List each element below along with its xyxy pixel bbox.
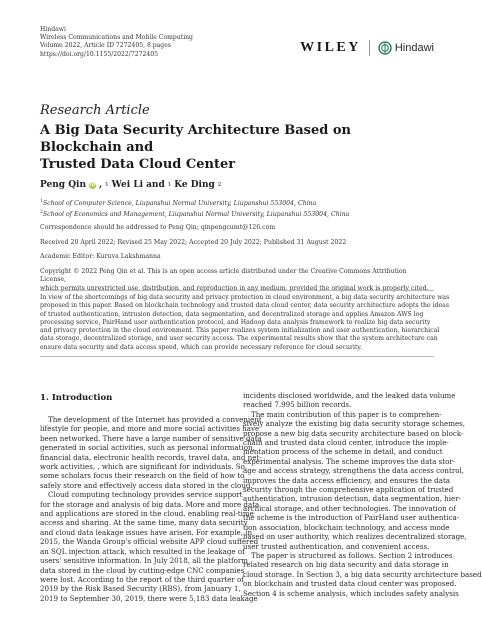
text-line: based on user authority, which realizes decentralized storage, [243, 532, 467, 542]
affiliation-text: School of Computer Science, Liupanshui Normal University, Liupanshui 553004, China [42, 200, 317, 208]
affiliation-item [40, 209, 349, 220]
abstract-line: of trusted authentication, intrusion detection, data segmentation, and decentralized storage and applies Amazon AWS log [40, 310, 424, 318]
hindawi-wordmark: Hindawi [394, 42, 434, 54]
copyright-line: which permits unrestricted use, distribution, and reproduction in any medium, provided the original work is properly cited. [40, 284, 429, 292]
abstract-bottom-rule [40, 356, 434, 357]
text-line: 2019 by the Risk Based Security (RBS), from January 1, [40, 584, 241, 594]
abstract-line: processing service, PairHand user authentication protocol, and Hadoop data analysis framework to realize big data security [40, 318, 431, 326]
text-line: 2019 to September 30, 2019, there were 5,183 data leakage [40, 593, 258, 603]
text-line: authentication, intrusion detection, data segmentation, hier- [243, 494, 462, 504]
abstract-line: In view of the shortcomings of big data security and privacy protection in cloud environment, a big data security architecture was [40, 294, 450, 301]
text-line: reached 7.995 billion records. [243, 400, 352, 410]
journal-doi-link[interactable]: https://doi.org/10.1155/2022/7272405 [40, 50, 158, 58]
text-line: and cloud data leakage issues have arisen. For example, in [40, 527, 253, 537]
author-list [40, 180, 221, 190]
text-line: some scholars focus their research on the field of how to [40, 471, 245, 481]
text-line: tion association, blockchain technology, and access mode [243, 522, 450, 532]
paragraph [243, 550, 482, 598]
text-line: improves the data access efficiency, and ensures the data [243, 475, 451, 485]
text-line: Section 4 is scheme analysis, which includes safety analysis [243, 588, 459, 598]
text-line: age and access strategy, strengthens the data access control, [243, 466, 465, 476]
text-line: access and sharing. At the same time, many data security [40, 518, 248, 528]
affiliation-mark: 1 [40, 199, 43, 204]
text-line: The main contribution of this paper is to comprehen- [251, 409, 442, 419]
text-line: generated in social activities, such as personal information, [40, 443, 255, 453]
text-line: an SQL injection attack, which resulted in the leakage of [40, 546, 245, 556]
text-line: on blockchain and trusted data cloud center was proposed. [243, 579, 457, 589]
abstract-top-rule [40, 290, 434, 291]
text-line: security through the comprehensive application of trusted [243, 485, 454, 495]
title-line: A Big Data Security Architecture Based on Blockchain and [40, 123, 351, 155]
affiliation-item [40, 198, 349, 209]
text-line: archical storage, and other technologies. The innovation of [243, 503, 456, 513]
author-affil-mark: 1 [105, 182, 109, 188]
abstract-line: ensure data security and data access speed, which can provide necessary reference for cloud security. [40, 343, 363, 351]
abstract [40, 294, 450, 352]
author-sep: , [99, 180, 103, 190]
author-sep: and [146, 180, 165, 190]
journal-volume: Volume 2022, Article ID 7272405, 8 pages [40, 42, 171, 50]
author-name[interactable]: Wei Li [111, 180, 144, 190]
text-line: Cloud computing technology provides service support [48, 490, 243, 500]
text-line: and applications are stored in the cloud, enabling real-time [40, 509, 254, 519]
body-column-right [243, 391, 482, 598]
text-line: lifestyle for people, and more and more social activities have [40, 424, 260, 434]
text-line: been networked. There have a large number of sensitive data [40, 433, 262, 443]
affiliations [40, 198, 349, 220]
paragraph [243, 391, 456, 410]
text-line: incidents disclosed worldwide, and the leaked data volume [243, 391, 456, 400]
text-line: safely store and effectively access data stored in the cloud. [40, 480, 253, 490]
journal-name: Wireless Communications and Mobile Computing [40, 34, 193, 42]
body-column-left [40, 415, 262, 603]
abstract-line: proposed in this paper. Based on blockchain technology and trusted data cloud center, data security architecture adopts the ideas [40, 302, 450, 310]
text-line: sively analyze the existing big data security storage schemes, [243, 419, 466, 429]
text-line: experimental analysis. The scheme improves the data stor- [243, 456, 456, 466]
abstract-line: data storage, decentralized storage, and user security access. The experimental results show that the system architecture can [40, 335, 438, 343]
academic-editor: Academic Editor: Kuruva Lakshmanna [40, 253, 161, 260]
author-name[interactable]: Peng Qin [40, 180, 87, 190]
text-line: propose a new big data security architecture based on block- [243, 428, 464, 438]
logo-divider [369, 40, 370, 56]
author-affil-mark: 2 [217, 182, 222, 188]
wiley-logo: WILEY [300, 40, 361, 55]
text-line: The development of the Internet has provided a convenient [48, 415, 262, 424]
text-line: users' sensitive information. In July 2018, all the platform [40, 556, 249, 566]
article-title [40, 122, 420, 173]
text-line: cloud storage. In Section 3, a big data security architecture based [243, 569, 482, 579]
abstract-line: and privacy protection in the cloud environment. This paper realizes system initialization and user authentication, hierarchical [40, 327, 440, 335]
correspondence: Correspondence should be addressed to Peng Qin; qinpengcumt@126.com [40, 224, 276, 231]
text-line: 2015, the Wanda Group's official website APP cloud suffered [40, 537, 259, 547]
article-type: Research Article [40, 103, 150, 118]
paragraph [243, 409, 467, 551]
author-name[interactable]: Ke Ding [174, 180, 215, 190]
paragraph [40, 415, 262, 490]
title-line: Trusted Data Cloud Center [40, 157, 236, 172]
text-line: mentation process of the scheme in detail, and conduct [243, 447, 443, 457]
text-line: work activities, , which are significant for individuals. So, [40, 462, 248, 472]
text-line: were lost. According to the report of the third quarter of [40, 574, 244, 584]
hindawi-logo [378, 41, 434, 55]
text-line: related research on big data security and data storage in [243, 560, 449, 570]
author-affil-mark: 1 [167, 182, 172, 188]
text-line: The paper is structured as follows. Section 2 introduces [251, 550, 453, 560]
text-line: data stored in the cloud by cutting-edge CNC companies [40, 565, 245, 575]
affiliation-text: School of Economics and Management, Liupanshui Normal University, Liupanshui 553004, China [42, 210, 350, 218]
text-line: financial data, electronic health records, travel data, and net- [40, 452, 262, 462]
orcid-icon[interactable]: iD [89, 182, 96, 188]
publisher-logos [300, 40, 434, 56]
journal-publisher: Hindawi [40, 26, 66, 33]
copyright-line: Copyright © 2022 Peng Qin et al. This is an open access article distributed under the Creative Commons Attribution License, [40, 268, 407, 284]
hindawi-logo-icon [378, 41, 392, 55]
text-line: chain and trusted data cloud center, introduce the imple- [243, 438, 449, 448]
paragraph [40, 490, 260, 603]
text-line: the scheme is the introduction of PairHand user authentica- [243, 513, 460, 523]
journal-meta [40, 26, 193, 59]
text-line: user trusted authentication, and convenient access. [243, 541, 430, 551]
affiliation-mark: 2 [40, 209, 43, 215]
text-line: for the storage and analysis of big data. More and more data [40, 499, 260, 509]
section-heading: 1. Introduction [40, 393, 113, 403]
dates: Received 20 April 2022; Revised 25 May 2022; Accepted 20 July 2022; Published 31 August 2022 [40, 239, 347, 246]
